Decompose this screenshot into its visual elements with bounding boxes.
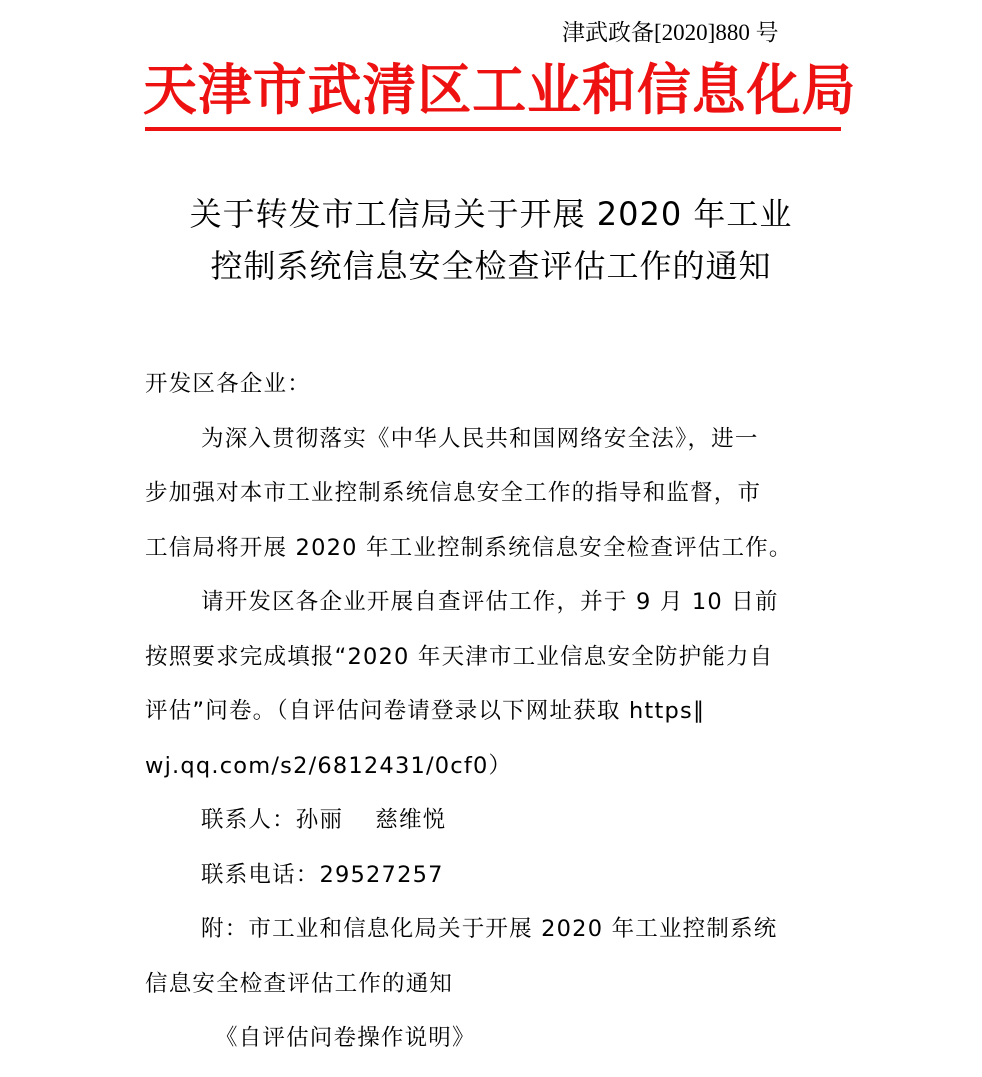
paragraph-2-line-2: 按照要求完成填报“2020 年天津市工业信息安全防护能力自 bbox=[145, 643, 774, 670]
attachment-line-3: 《自评估问卷操作说明》 bbox=[215, 1025, 476, 1051]
paragraph-1-line-3: 工信局将开展 2020 年工业控制系统信息安全检查评估工作。 bbox=[145, 534, 793, 561]
document-number: 津武政备[2020]880 号 bbox=[562, 20, 779, 45]
attachment-section bbox=[145, 902, 845, 1066]
paragraph-1-line-2: 步加强对本市工业控制系统信息安全工作的指导和监督，市 bbox=[145, 480, 762, 506]
title-line-1: 关于转发市工信局关于开展 2020 年工业 bbox=[189, 195, 793, 233]
document-title bbox=[0, 188, 982, 292]
paragraph-2-line-1: 请开发区各企业开展自查评估工作，并于 9 月 10 日前 bbox=[201, 589, 779, 615]
paragraph-2 bbox=[145, 575, 845, 793]
attachment-line-2: 信息安全检查评估工作的通知 bbox=[145, 970, 454, 997]
contact-person: 联系人：孙丽 慈维悦 bbox=[201, 807, 447, 833]
letterhead-divider bbox=[145, 127, 841, 131]
contact-phone: 联系电话：29527257 bbox=[201, 861, 444, 888]
paragraph-2-line-4-url: wj.qq.com/s2/6812431/0cf0） bbox=[145, 752, 513, 779]
issuer-letterhead: 天津市武清区工业和信息化局 bbox=[143, 58, 857, 122]
paragraph-2-line-3: 评估”问卷。（自评估问卷请登录以下网址获取 https∥ bbox=[145, 698, 706, 724]
paragraph-1-line-1: 为深入贯彻落实《中华人民共和国网络安全法》，进一 bbox=[201, 425, 759, 452]
title-line-2: 控制系统信息安全检查评估工作的通知 bbox=[210, 247, 772, 285]
document-body bbox=[145, 357, 845, 1066]
salutation: 开发区各企业： bbox=[145, 371, 311, 397]
paragraph-1 bbox=[145, 412, 845, 576]
attachment-line-1: 附：市工业和信息化局关于开展 2020 年工业控制系统 bbox=[201, 916, 778, 942]
